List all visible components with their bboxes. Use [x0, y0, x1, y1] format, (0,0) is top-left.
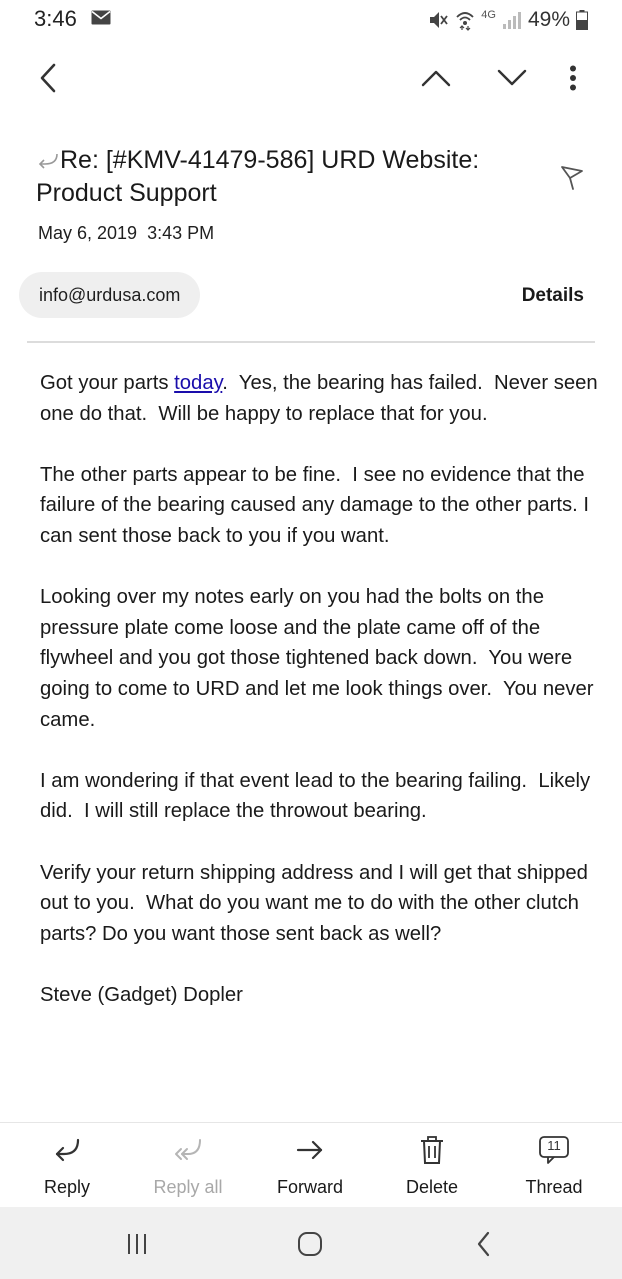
more-vert-icon: [569, 65, 577, 91]
email-subject: Re: [#KMV-41479-586] URD Website: Product Support: [36, 146, 480, 207]
details-button[interactable]: Details: [521, 285, 584, 306]
flag-icon: [559, 163, 585, 191]
chevron-down-icon: [497, 69, 527, 87]
reply-all-icon: [172, 1137, 204, 1163]
previous-email-button[interactable]: [418, 60, 454, 96]
home-button[interactable]: [292, 1229, 328, 1259]
action-bar: [0, 1122, 622, 1206]
recent-apps-icon: [124, 1232, 150, 1256]
email-body: [40, 368, 604, 1041]
system-back-icon: [475, 1231, 493, 1257]
subject-line: [36, 144, 556, 210]
mute-icon: [427, 9, 449, 31]
reply-all-button[interactable]: [138, 1133, 238, 1203]
reply-icon: [52, 1137, 82, 1163]
home-icon: [296, 1231, 324, 1257]
email-date: May 6, 2019 3:43 PM: [38, 223, 215, 243]
today-link[interactable]: today: [174, 372, 223, 394]
chevron-up-icon: [421, 69, 451, 87]
delete-label: Delete: [405, 1177, 459, 1197]
mail-icon: [91, 10, 111, 25]
trash-icon: [419, 1135, 445, 1165]
back-arrow-icon: [38, 63, 58, 93]
forward-button[interactable]: [260, 1133, 360, 1203]
status-bar: [0, 0, 622, 44]
more-options-button[interactable]: [560, 60, 586, 96]
email-header: [36, 144, 556, 210]
forward-icon: [295, 1138, 325, 1162]
body-paragraph: The other parts appear to be fine. I see no evidence that the failure of the bearing caused any damage to the other parts. I can sent those back to you if you want.: [40, 463, 595, 547]
thread-label: Thread: [525, 1177, 583, 1197]
system-nav-bar: [0, 1207, 622, 1279]
recent-apps-button[interactable]: [119, 1229, 155, 1259]
network-type: 4G: [481, 9, 496, 21]
reply-label: Reply: [43, 1177, 91, 1197]
signature: Steve (Gadget) Dopler: [40, 983, 243, 1006]
forward-label: Forward: [276, 1177, 343, 1197]
system-back-button[interactable]: [466, 1229, 502, 1259]
wifi-icon: [455, 9, 475, 31]
battery-percent: 49%: [527, 8, 570, 31]
top-toolbar: [0, 50, 622, 110]
battery-icon: [576, 10, 588, 30]
next-email-button[interactable]: [494, 60, 530, 96]
divider: [27, 341, 595, 343]
body-paragraph: Got your parts today. Yes, the bearing has failed. Never seen one do that. Will be happy to replace that for you.: [40, 372, 604, 425]
replied-icon: [36, 150, 60, 170]
signal-icon: [502, 10, 522, 30]
sender-chip[interactable]: info@urdusa.com: [19, 272, 200, 318]
status-time: 3:46: [34, 6, 77, 31]
back-button[interactable]: [30, 58, 66, 98]
reply-button[interactable]: [17, 1133, 117, 1203]
body-paragraph: I am wondering if that event lead to the bearing failing. Likely did. I will still replace the throwout bearing.: [40, 769, 596, 823]
thread-button[interactable]: [504, 1133, 604, 1203]
flag-button[interactable]: [557, 162, 587, 192]
status-indicators: [427, 6, 588, 34]
thread-count: 11: [547, 1138, 561, 1153]
delete-button[interactable]: [382, 1133, 482, 1203]
body-paragraph: Verify your return shipping address and I will get that shipped out to you. What do you want me to do with the other clutch parts? Do you want those sent back as well?: [40, 861, 594, 945]
reply-all-label: Reply all: [153, 1177, 223, 1197]
body-paragraph: Looking over my notes early on you had the bolts on the pressure plate come loose and the plate came off of the flywheel and you got those tightened back down. You were going to come to URD and let me look things over. You never came.: [40, 586, 600, 731]
